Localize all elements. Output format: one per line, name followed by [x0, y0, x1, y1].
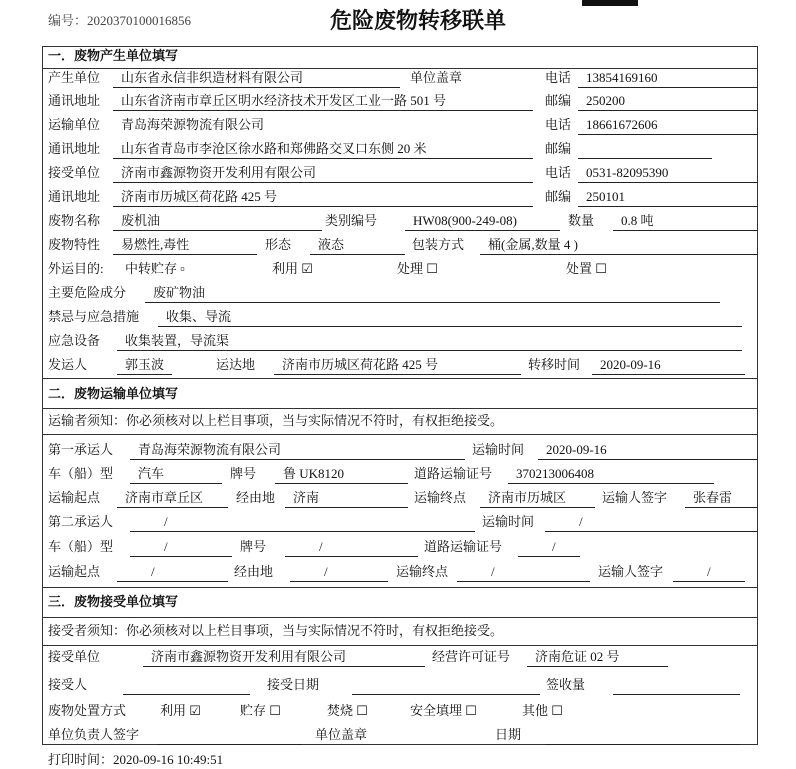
- option-label: 贮存: [240, 703, 267, 718]
- option-label: 其他: [522, 703, 549, 718]
- label: 运输单位: [48, 117, 101, 132]
- label: 禁忌与应急措施: [48, 309, 140, 324]
- checkbox-icon[interactable]: ▫: [180, 261, 185, 276]
- receiver-phone-field[interactable]: 0531-82095390: [578, 164, 758, 183]
- receiver-zip-field[interactable]: 250101: [578, 188, 758, 207]
- label: 主要危险成分: [48, 285, 127, 300]
- carrier1-via-field[interactable]: 济南: [285, 489, 408, 508]
- producer-phone-field[interactable]: 13854169160: [578, 69, 758, 88]
- divider: [757, 46, 758, 745]
- equipment-field[interactable]: 收集装置，导流渠: [117, 332, 742, 351]
- label: 废物特性: [48, 237, 101, 252]
- property-field[interactable]: 易燃性,毒性: [113, 236, 257, 255]
- label: 道路运输证号: [424, 539, 503, 554]
- label: 接受人: [48, 677, 88, 692]
- label: 转移时间: [528, 357, 581, 372]
- packaging-field[interactable]: 桶(金属,数量 4 ): [480, 236, 758, 255]
- label: 接受日期: [267, 677, 320, 692]
- option-label: 处理: [397, 261, 424, 276]
- receiver-person-field[interactable]: [123, 676, 250, 695]
- print-time-value: 2020-09-16 10:49:51: [113, 752, 224, 767]
- method-other[interactable]: [522, 702, 563, 720]
- transporter-field[interactable]: 青岛海荣源物流有限公司: [121, 117, 265, 132]
- label: 运输起点: [48, 564, 101, 579]
- carrier1-field[interactable]: 青岛海荣源物流有限公司: [130, 441, 465, 460]
- label: 类别编号: [325, 213, 378, 228]
- label: 产生单位: [48, 70, 101, 85]
- label: 运输起点: [48, 490, 101, 505]
- carrier2-field[interactable]: /: [130, 513, 475, 532]
- serial-value: 2020370100016856: [87, 13, 192, 28]
- form-field[interactable]: 液态: [310, 236, 405, 255]
- producer-address-field[interactable]: 山东省济南市章丘区明水经济技术开发区工业一路 501 号: [113, 92, 533, 111]
- transfer-time-field[interactable]: 2020-09-16: [592, 356, 745, 375]
- carrier2-time-field[interactable]: /: [545, 513, 758, 532]
- quantity-field[interactable]: 0.8 吨: [613, 212, 758, 231]
- section-3-title: 三．废物接受单位填写: [48, 595, 179, 610]
- label: 运输人签字: [598, 564, 664, 579]
- label: 经营许可证号: [432, 649, 511, 664]
- label: 经由地: [234, 564, 274, 579]
- label: 单位盖章: [315, 727, 368, 742]
- carrier1-time-field[interactable]: 2020-09-16: [538, 441, 758, 460]
- receive-notice: 接受者须知：你必须核对以上栏目事项，当与实际情况不符时，有权拒绝接受。: [48, 623, 504, 638]
- label: 外运目的:: [48, 261, 104, 276]
- label: 邮编: [545, 93, 572, 108]
- carrier2-vehicle-field[interactable]: /: [130, 538, 232, 557]
- label: 电话: [545, 117, 572, 132]
- receiving-unit-field[interactable]: 济南市鑫源物资开发利用有限公司: [143, 648, 425, 667]
- label: 车（船）型: [48, 466, 114, 481]
- checkbox-icon[interactable]: ☐: [426, 261, 438, 276]
- transporter-zip-field[interactable]: [578, 140, 712, 159]
- carrier1-start-field[interactable]: 济南市章丘区: [117, 489, 228, 508]
- label: 废物名称: [48, 213, 101, 228]
- seal-field[interactable]: [370, 726, 480, 745]
- label: 日期: [495, 727, 522, 742]
- divider: [42, 645, 758, 646]
- receiver-field[interactable]: 济南市鑫源物资开发利用有限公司: [113, 164, 533, 183]
- carrier2-permit-field[interactable]: /: [518, 538, 580, 557]
- method-store[interactable]: [240, 702, 281, 720]
- label: 单位负责人签字: [48, 727, 140, 742]
- producer-zip-field[interactable]: 250200: [578, 92, 758, 111]
- serial-label: 编号：: [48, 13, 88, 28]
- label: 接受单位: [48, 649, 101, 664]
- label: 包装方式: [412, 237, 465, 252]
- carrier2-plate-field[interactable]: /: [285, 538, 418, 557]
- method-incinerate[interactable]: [327, 702, 368, 720]
- sign-date-field[interactable]: [545, 726, 740, 745]
- transporter-address-field[interactable]: 山东省青岛市李沧区徐水路和郑佛路交叉口东侧 20 米: [113, 140, 533, 159]
- checkbox-icon[interactable]: ☐: [551, 703, 563, 718]
- section-1-title: 一．废物产生单位填写: [48, 49, 179, 64]
- checkbox-icon[interactable]: ☐: [356, 703, 368, 718]
- label: 运达地: [216, 357, 256, 372]
- print-time: [48, 751, 223, 769]
- page-title: 危险废物转移联单: [330, 9, 507, 34]
- shipper-field[interactable]: 郭玉波: [117, 356, 172, 375]
- label: 通讯地址: [48, 141, 101, 156]
- component-field[interactable]: 废矿物油: [145, 284, 720, 303]
- option-label: 利用: [272, 261, 299, 276]
- receive-date-field[interactable]: [352, 676, 540, 695]
- carrier1-vehicle-field[interactable]: 汽车: [130, 465, 222, 484]
- label: 运输时间: [482, 514, 535, 529]
- divider: [42, 434, 758, 435]
- label: 运输时间: [472, 442, 525, 457]
- transporter-phone-field[interactable]: 18661672606: [578, 116, 758, 135]
- divider: [42, 587, 758, 588]
- purpose-treat[interactable]: [397, 260, 438, 278]
- waste-name-field[interactable]: 废机油: [113, 212, 322, 231]
- checkbox-icon[interactable]: ☐: [595, 261, 607, 276]
- label: 应急设备: [48, 333, 101, 348]
- taboo-field[interactable]: 收集、导流: [158, 308, 742, 327]
- carrier2-sign-field[interactable]: /: [673, 563, 745, 582]
- label: 运输终点: [414, 490, 467, 505]
- option-label: 中转贮存: [125, 261, 178, 276]
- divider: [42, 408, 758, 409]
- label: 签收量: [546, 677, 586, 692]
- checkbox-icon[interactable]: ☐: [465, 703, 477, 718]
- option-label: 焚烧: [327, 703, 354, 718]
- purpose-utilize[interactable]: [272, 260, 313, 278]
- label: 运输人签字: [602, 490, 668, 505]
- producer-field[interactable]: 山东省永信非织造材料有限公司: [113, 69, 400, 88]
- checkbox-icon[interactable]: ☐: [269, 703, 281, 718]
- label: 牌号: [230, 466, 257, 481]
- divider: [42, 617, 758, 618]
- label: 通讯地址: [48, 189, 101, 204]
- label: 电话: [545, 70, 572, 85]
- license-field[interactable]: 济南危证 02 号: [527, 648, 668, 667]
- label: 第二承运人: [48, 514, 114, 529]
- option-label: 处置: [566, 261, 593, 276]
- checked-checkbox-icon[interactable]: ☑: [189, 703, 201, 718]
- label: 邮编: [545, 189, 572, 204]
- carrier1-end-field[interactable]: 济南市历城区: [480, 489, 595, 508]
- carrier1-permit-field[interactable]: 370213006408: [508, 465, 714, 484]
- carrier2-via-field[interactable]: /: [290, 563, 388, 582]
- carrier1-plate-field[interactable]: 鲁 UK8120: [275, 465, 408, 484]
- label: 邮编: [545, 141, 572, 156]
- label: 牌号: [240, 539, 267, 554]
- label: 运输终点: [396, 564, 449, 579]
- method-landfill[interactable]: [410, 702, 477, 720]
- serial-number: [48, 12, 191, 30]
- method-utilize[interactable]: [160, 702, 201, 720]
- label: 通讯地址: [48, 93, 101, 108]
- label: 接受单位: [48, 165, 101, 180]
- purpose-dispose[interactable]: [566, 260, 607, 278]
- qr-code: [582, 0, 638, 6]
- carrier1-sign-field[interactable]: 张春雷: [685, 489, 758, 508]
- label: 第一承运人: [48, 442, 114, 457]
- option-label: 安全填埋: [410, 703, 463, 718]
- category-field[interactable]: HW08(900-249-08): [405, 212, 560, 231]
- label: 经由地: [236, 490, 276, 505]
- received-amount-field[interactable]: [613, 676, 740, 695]
- label: 单位盖章: [410, 70, 463, 85]
- receiver-address-field[interactable]: 济南市历城区荷花路 425 号: [113, 188, 533, 207]
- section-2-title: 二．废物运输单位填写: [48, 387, 179, 402]
- label: 形态: [265, 237, 292, 252]
- carrier2-start-field[interactable]: /: [117, 563, 228, 582]
- divider: [42, 378, 758, 379]
- transport-notice: 运输者须知：你必须核对以上栏目事项，当与实际情况不符时，有权拒绝接受。: [48, 413, 504, 428]
- carrier2-end-field[interactable]: /: [457, 563, 590, 582]
- label: 发运人: [48, 357, 88, 372]
- label: 数量: [568, 213, 595, 228]
- print-time-label: 打印时间：: [48, 752, 114, 767]
- label: 车（船）型: [48, 539, 114, 554]
- option-label: 利用: [160, 703, 187, 718]
- destination-field[interactable]: 济南市历城区荷花路 425 号: [274, 356, 521, 375]
- purpose-transfer-storage[interactable]: [125, 260, 185, 278]
- head-sign-field[interactable]: [157, 726, 302, 745]
- label: 道路运输证号: [414, 466, 493, 481]
- checked-checkbox-icon[interactable]: ☑: [301, 261, 313, 276]
- label: 废物处置方式: [48, 703, 127, 718]
- label: 电话: [545, 165, 572, 180]
